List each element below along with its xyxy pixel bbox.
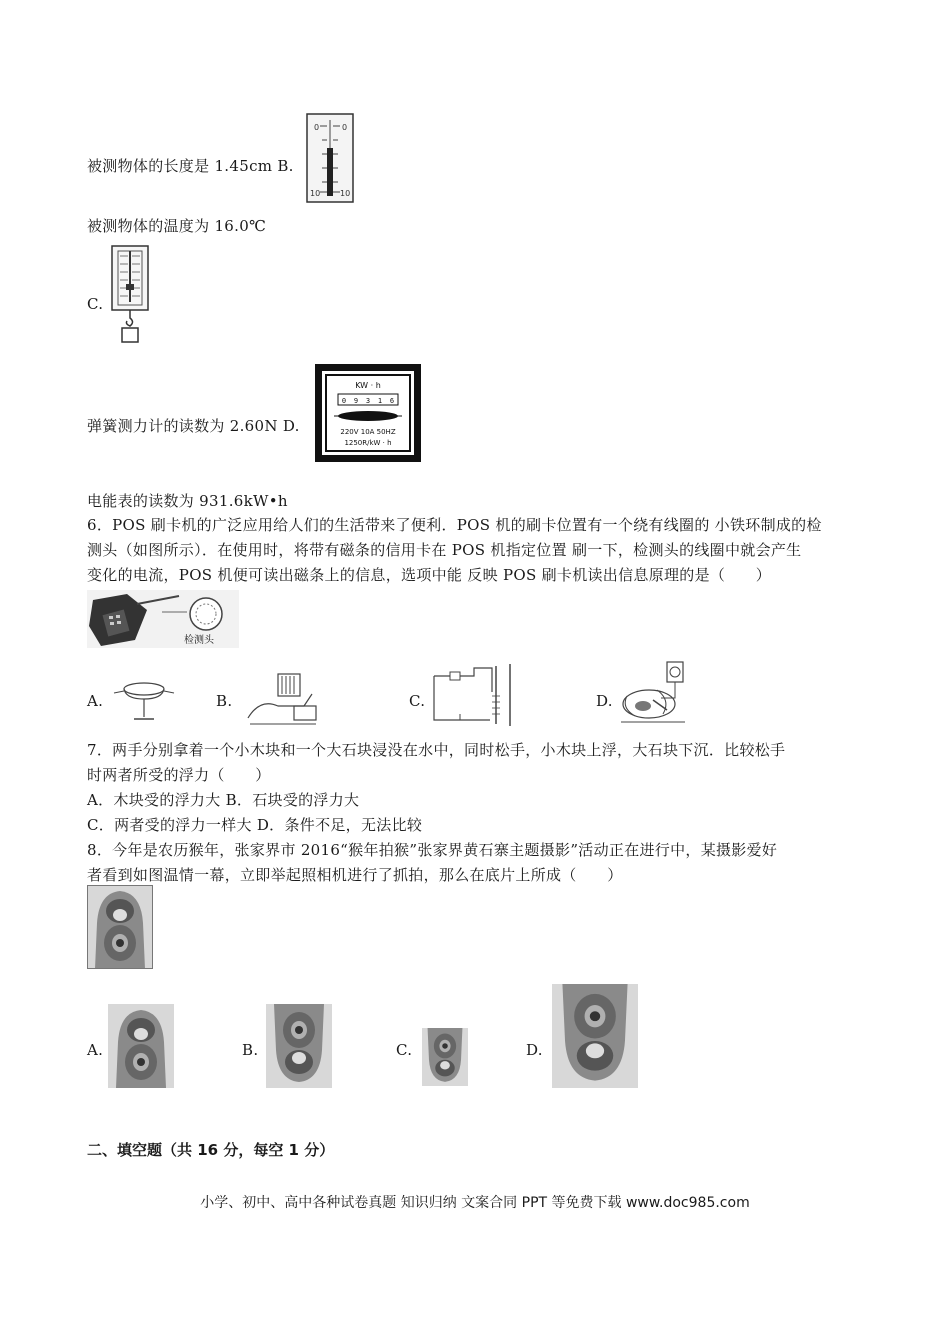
q8-option-d-image <box>552 984 638 1088</box>
q8-option-b-label: B. <box>242 1041 259 1059</box>
meter-constant: 1250R/kW · h <box>344 439 392 447</box>
q7-option-cd: C．两者受的浮力一样大 D．条件不足，无法比较 <box>87 816 423 834</box>
spring-scale-figure <box>108 244 154 344</box>
meter-digit: 0 <box>341 397 347 405</box>
monkey-photo <box>87 885 153 969</box>
thermo-tick-bottom-left: 10 <box>310 189 321 198</box>
meter-digit: 3 <box>365 397 371 405</box>
meter-unit-label: KW · h <box>355 381 381 390</box>
q6-option-a-figure <box>112 675 177 727</box>
section-heading: 二、填空题（共 16 分，每空 1 分） <box>87 1141 335 1159</box>
q8-option-a-image <box>108 1004 174 1088</box>
electricity-meter-figure <box>314 363 422 463</box>
q8-line-2: 者看到如图温情一幕，立即举起照相机进行了抓拍，那么在底片上所成（ ） <box>87 866 623 884</box>
q6-option-b-label: B. <box>216 692 233 710</box>
q6-option-d-figure <box>617 660 689 726</box>
pos-detector-figure <box>87 590 239 648</box>
q6-option-a-label: A. <box>87 692 104 710</box>
q8-option-d-label: D. <box>526 1041 543 1059</box>
q8-option-a-label: A. <box>87 1041 104 1059</box>
q6-line-3: 变化的电流，POS 机便可读出磁条上的信息，选项中能 反映 POS 刷卡机读出信息原理的是（ ） <box>87 566 772 584</box>
option-c-label: C. <box>87 295 104 313</box>
q6-option-b-figure <box>240 668 322 730</box>
q6-option-d-label: D. <box>596 692 613 710</box>
thermo-tick-bottom-right: 10 <box>340 189 351 198</box>
q7-line-1: 7．两手分别拿着一个小木块和一个大石块浸没在水中，同时松手，小木块上浮，大石块下沉．比较松手 <box>87 741 786 759</box>
meter-digit: 9 <box>353 397 359 405</box>
option-c-text: 弹簧测力计的读数为 2.60N D. <box>87 417 300 435</box>
q8-option-c-label: C. <box>396 1041 413 1059</box>
q6-line-1: 6．POS 刷卡机的广泛应用给人们的生活带来了便利．POS 机的刷卡位置有一个绕有线圈的 小铁环制成的检 <box>87 516 822 534</box>
q6-option-c-label: C. <box>409 692 426 710</box>
option-d-text: 电能表的读数为 931.6kW•h <box>87 492 288 510</box>
pos-figure-label: 检测头 <box>184 635 214 646</box>
thermometer-figure <box>305 112 355 204</box>
meter-digit: 6 <box>389 397 395 405</box>
option-a-text: 被测物体的长度是 1.45cm B. <box>87 157 294 175</box>
meter-digit: 1 <box>377 397 383 405</box>
q8-option-c-image <box>422 1028 468 1086</box>
page-footer: 小学、初中、高中各种试卷真题 知识归纳 文案合同 PPT 等免费下载 www.doc985.com <box>200 1195 750 1211</box>
q6-option-c-figure <box>430 662 514 728</box>
thermo-tick-top-left: 0 <box>314 123 320 132</box>
thermo-tick-top-right: 0 <box>342 123 348 132</box>
option-b-text: 被测物体的温度为 16.0℃ <box>87 217 267 235</box>
q7-line-2: 时两者所受的浮力（ ） <box>87 766 271 784</box>
q8-line-1: 8．今年是农历猴年，张家界市 2016“猴年拍猴”张家界黄石寨主题摄影”活动正在进行中，某摄影爱好 <box>87 841 778 859</box>
q7-option-ab: A．木块受的浮力大 B．石块受的浮力大 <box>87 791 360 809</box>
q6-line-2: 测头（如图所示）．在使用时，将带有磁条的信用卡在 POS 机指定位置 刷一下，检测头的线圈中就会产生 <box>87 541 802 559</box>
meter-rating: 220V 10A 50HZ <box>340 428 396 436</box>
q8-option-b-image <box>266 1004 332 1088</box>
